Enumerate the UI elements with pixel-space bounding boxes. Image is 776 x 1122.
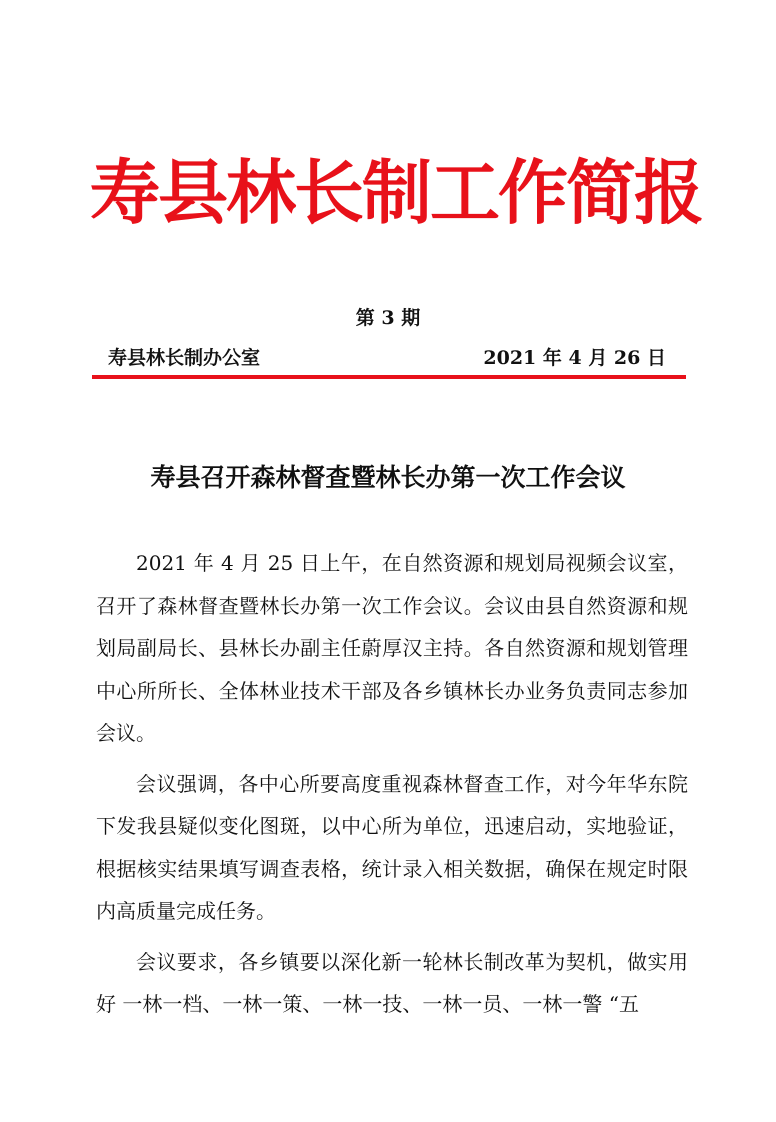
article-body xyxy=(96,542,688,1034)
masthead-title: 寿县林长制工作简报 xyxy=(90,151,702,234)
issue-date: 2021 年 4 月 26 日 xyxy=(483,347,666,369)
paragraph: 会议强调，各中心所要高度重视森林督查工作，对今年华东院下发我县疑似变化图斑，以中心所为单位，迅速启动，实地验证，根据核实结果填写调查表格，统计录入相关数据，确保在规定时限内高质量完成任务。 xyxy=(96,771,688,923)
red-divider-rule xyxy=(92,375,686,379)
issue-number: 第 3 期 xyxy=(355,307,421,329)
paragraph: 2021 年 4 月 25 日上午，在自然资源和规划局视频会议室，召开了森林督查暨林长办第一次工作会议。会议由县自然资源和规划局副局长、县林长办副主任蔚厚汉主持。各自然资源和规划管理中心所所长、全体林业技术干部及各乡镇林长办业务负责同志参加会议。 xyxy=(96,551,688,745)
issuing-office: 寿县林长制办公室 xyxy=(108,347,261,369)
article-headline: 寿县召开森林督查暨林长办第一次工作会议 xyxy=(150,463,626,492)
paragraph: 会议要求，各乡镇要以深化新一轮林长制改革为契机，做实用好 一林一档、一林一策、一林一技、一林一员、一林一警 “五 xyxy=(96,949,688,1016)
